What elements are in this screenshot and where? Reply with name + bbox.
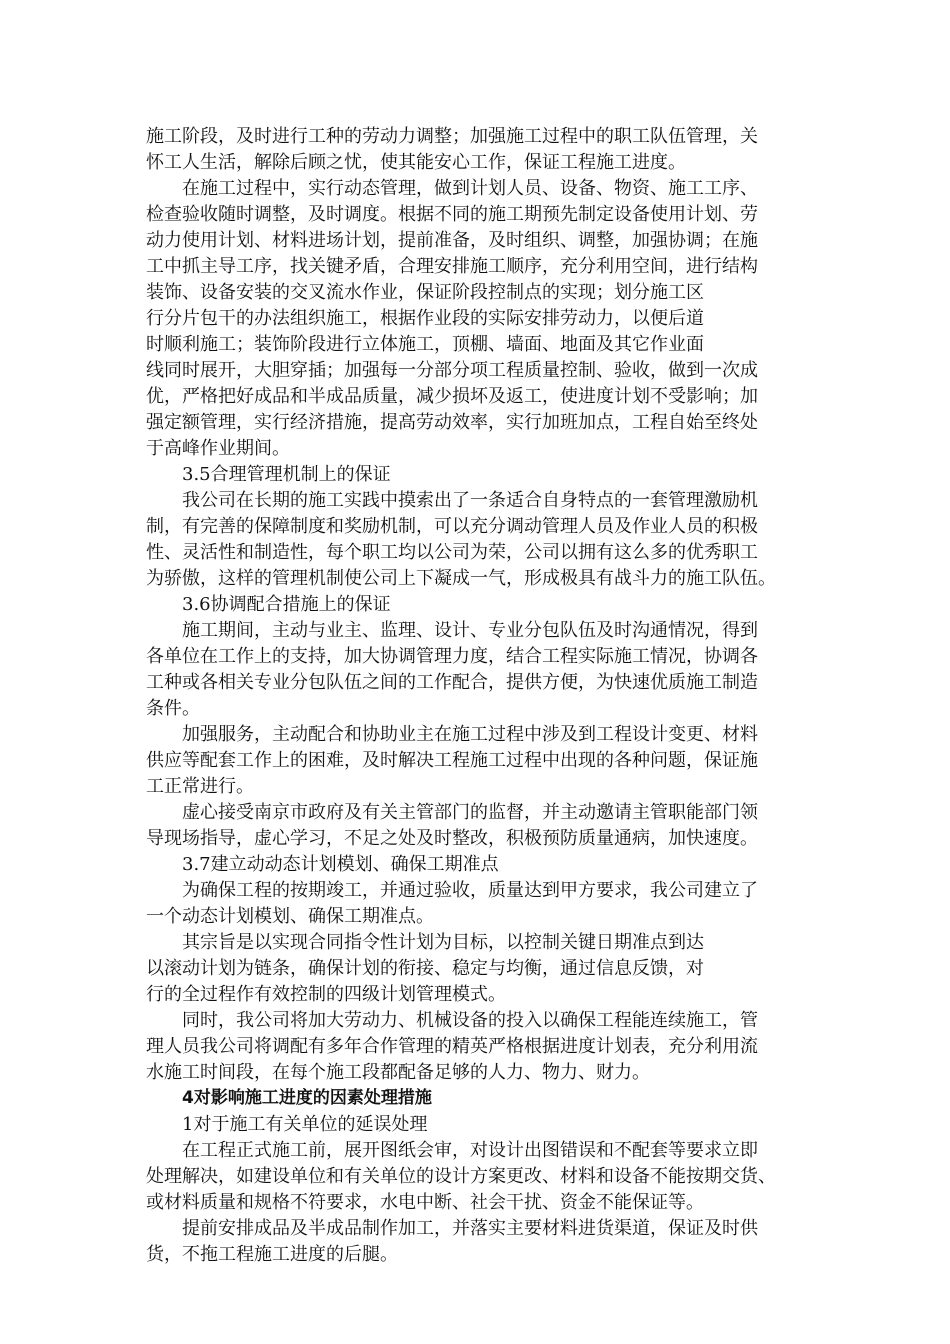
text-line: 我公司在长期的施工实践中摸索出了一条适合自身特点的一套管理激励机 xyxy=(182,490,758,511)
section-heading: 3.6协调配合措施上的保证 xyxy=(182,594,391,615)
text-line: 理人员我公司将调配有多年合作管理的精英严格根据进度计划表，充分利用流 xyxy=(146,1036,758,1057)
text-line: 于高峰作业期间。 xyxy=(146,438,290,459)
text-line: 虚心接受南京市政府及有关主管部门的监督，并主动邀请主管职能部门领 xyxy=(182,802,758,823)
text-line: 为确保工程的按期竣工，并通过验收，质量达到甲方要求，我公司建立了 xyxy=(182,880,758,901)
text-line: 施工期间，主动与业主、监理、设计、专业分包队伍及时沟通情况，得到 xyxy=(182,620,758,641)
text-line: 同时，我公司将加大劳动力、机械设备的投入以确保工程能连续施工，管 xyxy=(182,1010,758,1031)
text-line: 在工程正式施工前，展开图纸会审，对设计出图错误和不配套等要求立即 xyxy=(182,1140,758,1161)
text-line: 时顺利施工；装饰阶段进行立体施工，顶棚、墙面、地面及其它作业面 xyxy=(146,334,704,355)
text-line: 水施工时间段，在每个施工段都配备足够的人力、物力、财力。 xyxy=(146,1062,650,1083)
text-line: 其宗旨是以实现合同指令性计划为目标，以控制关键日期准点到达 xyxy=(182,932,704,953)
text-line: 行的全过程作有效控制的四级计划管理模式。 xyxy=(146,984,506,1005)
text-line: 施工阶段，及时进行工种的劳动力调整；加强施工过程中的职工队伍管理，关 xyxy=(146,126,758,147)
text-line: 加强服务，主动配合和协助业主在施工过程中涉及到工程设计变更、材料 xyxy=(182,724,758,745)
text-line: 性、灵活性和制造性，每个职工均以公司为荣，公司以拥有这么多的优秀职工 xyxy=(146,542,758,563)
text-line: 优，严格把好成品和半成品质量，减少损坏及返工，使进度计划不受影响；加 xyxy=(146,386,758,407)
text-line: 以滚动计划为链条，确保计划的衔接、稳定与均衡，通过信息反馈，对 xyxy=(146,958,704,979)
text-line: 线同时展开，大胆穿插；加强每一分部分项工程质量控制、验收，做到一次成 xyxy=(146,360,758,381)
text-line: 供应等配套工作上的困难，及时解决工程施工过程中出现的各种问题，保证施 xyxy=(146,750,758,771)
text-line: 处理解决，如建设单位和有关单位的设计方案更改、材料和设备不能按期交货、 xyxy=(146,1166,776,1187)
text-line: 工种或各相关专业分包队伍之间的工作配合，提供方便，为快速优质施工制造 xyxy=(146,672,758,693)
text-line: 工中抓主导工序，找关键矛盾，合理安排施工顺序，充分利用空间，进行结构 xyxy=(146,256,758,277)
text-line: 货，不拖工程施工进度的后腿。 xyxy=(146,1244,398,1265)
text-line: 装饰、设备安装的交叉流水作业，保证阶段控制点的实现；划分施工区 xyxy=(146,282,704,303)
section-heading: 3.5合理管理机制上的保证 xyxy=(182,464,391,485)
text-line: 导现场指导，虚心学习，不足之处及时整改，积极预防质量通病，加快速度。 xyxy=(146,828,758,849)
text-line: 动力使用计划、材料进场计划，提前准备，及时组织、调整，加强协调；在施 xyxy=(146,230,758,251)
text-line: 制，有完善的保障制度和奖励机制，可以充分调动管理人员及作业人员的积极 xyxy=(146,516,758,537)
text-line: 提前安排成品及半成品制作加工，并落实主要材料进货渠道，保证及时供 xyxy=(182,1218,758,1239)
text-line: 在施工过程中，实行动态管理，做到计划人员、设备、物资、施工工序、 xyxy=(182,178,758,199)
text-line: 工正常进行。 xyxy=(146,776,254,797)
text-line: 条件。 xyxy=(146,698,200,719)
chapter-heading: 4对影响施工进度的因素处理措施 xyxy=(182,1088,432,1108)
text-line: 或材料质量和规格不符要求，水电中断、社会干扰、资金不能保证等。 xyxy=(146,1192,704,1213)
text-line: 行分片包干的办法组织施工，根据作业段的实际安排劳动力，以便后道 xyxy=(146,308,704,329)
text-line: 一个动态计划模划、确保工期准点。 xyxy=(146,906,434,927)
text-line: 各单位在工作上的支持，加大协调管理力度，结合工程实际施工情况，协调各 xyxy=(146,646,758,667)
subsection-heading: 1对于施工有关单位的延误处理 xyxy=(182,1114,428,1135)
text-line: 怀工人生活，解除后顾之忧，使其能安心工作，保证工程施工进度。 xyxy=(146,152,686,173)
section-heading: 3.7建立动动态计划模划、确保工期准点 xyxy=(182,854,499,875)
text-line: 检查验收随时调整，及时调度。根据不同的施工期预先制定设备使用计划、劳 xyxy=(146,204,758,225)
text-line: 为骄傲，这样的管理机制使公司上下凝成一气，形成极具有战斗力的施工队伍。 xyxy=(146,568,776,589)
text-line: 强定额管理，实行经济措施，提高劳动效率，实行加班加点，工程自始至终处 xyxy=(146,412,758,433)
